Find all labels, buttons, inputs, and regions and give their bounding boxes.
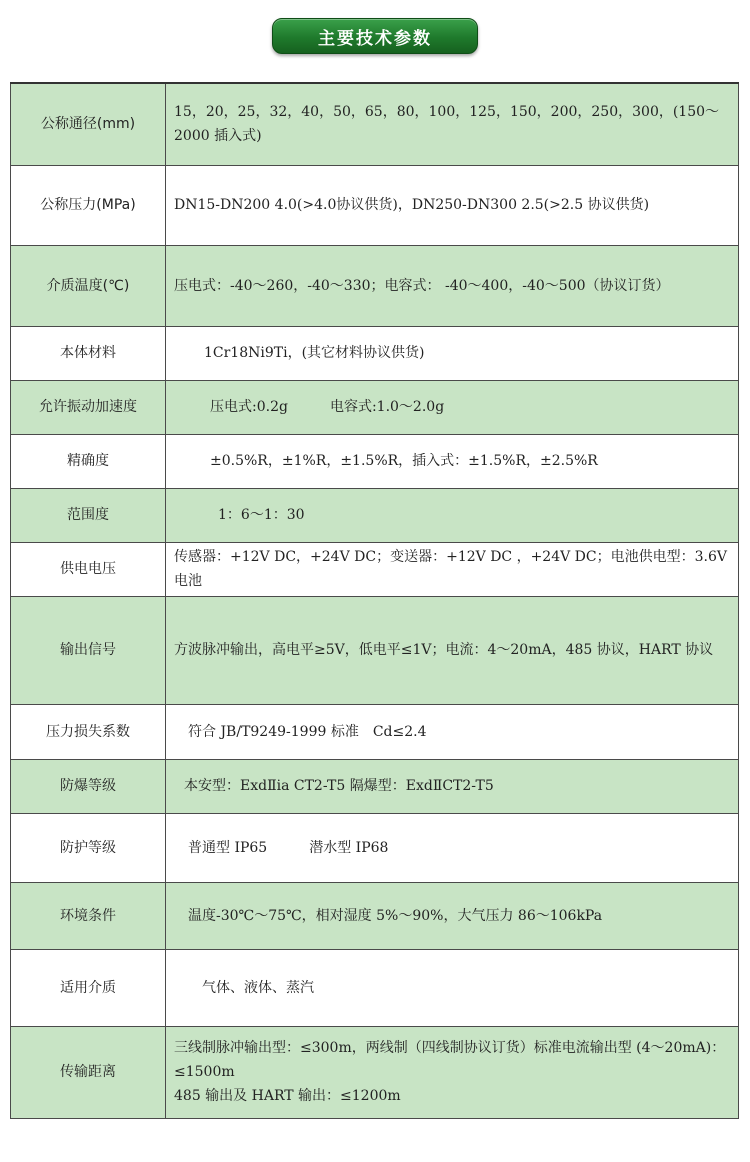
row-label: 适用介质 xyxy=(11,949,166,1026)
table-row xyxy=(11,380,739,434)
row-value: 温度-30℃～75℃，相对湿度 5%～90%，大气压力 86～106kPa xyxy=(166,882,739,949)
row-label: 压力损失系数 xyxy=(11,704,166,759)
row-label: 公称压力(MPa) xyxy=(11,165,166,245)
row-value: ±0.5%R，±1%R，±1.5%R，插入式：±1.5%R，±2.5%R xyxy=(166,434,739,488)
row-value: 方波脉冲输出，高电平≥5V，低电平≤1V；电流：4～20mA，485 协议，HART 协议 xyxy=(166,596,739,704)
row-value: 15，20，25，32，40，50，65，80，100，125，150，200，250，300，(150～2000 插入式) xyxy=(166,83,739,165)
section-title-badge xyxy=(272,18,478,54)
row-label: 环境条件 xyxy=(11,882,166,949)
row-label: 传输距离 xyxy=(11,1026,166,1118)
row-label: 允许振动加速度 xyxy=(11,380,166,434)
row-label: 供电电压 xyxy=(11,542,166,596)
table-row xyxy=(11,949,739,1026)
table-row xyxy=(11,434,739,488)
row-label: 介质温度(℃) xyxy=(11,245,166,326)
row-label: 范围度 xyxy=(11,488,166,542)
row-value: DN15-DN200 4.0(>4.0协议供货)，DN250-DN300 2.5(>2.5 协议供货) xyxy=(166,165,739,245)
row-label: 防爆等级 xyxy=(11,759,166,813)
row-label: 本体材料 xyxy=(11,326,166,380)
table-row xyxy=(11,882,739,949)
page-title: 主要技术参数 xyxy=(318,28,432,49)
row-value: 普通型 IP65 潜水型 IP68 xyxy=(166,813,739,882)
row-value-line: 三线制脉冲输出型：≤300m，两线制（四线制协议订货）标准电流输出型 (4～20mA)：≤1500m xyxy=(174,1040,726,1080)
row-value: 1Cr18Ni9Ti，(其它材料协议供货) xyxy=(166,326,739,380)
table-row xyxy=(11,813,739,882)
row-value: 压电式：-40～260，-40～330；电容式： -40～400，-40～500（协议订货） xyxy=(166,245,739,326)
table-row xyxy=(11,759,739,813)
spec-table xyxy=(10,82,739,1119)
table-row xyxy=(11,488,739,542)
row-value xyxy=(166,1026,739,1118)
table-row xyxy=(11,165,739,245)
row-value: 符合 JB/T9249-1999 标准 Cd≤2.4 xyxy=(166,704,739,759)
table-row xyxy=(11,542,739,596)
row-value: 气体、液体、蒸汽 xyxy=(166,949,739,1026)
table-row xyxy=(11,245,739,326)
row-value: 本安型：ExdⅡia CT2-T5 隔爆型：ExdⅡCT2-T5 xyxy=(166,759,739,813)
row-label: 公称通径(mm) xyxy=(11,83,166,165)
table-row xyxy=(11,83,739,165)
row-value: 压电式:0.2g 电容式:1.0～2.0g xyxy=(166,380,739,434)
table-row xyxy=(11,326,739,380)
row-value: 传感器：+12V DC，+24V DC；变送器：+12V DC ，+24V DC；电池供电型：3.6V 电池 xyxy=(166,542,739,596)
table-row xyxy=(11,596,739,704)
row-label: 精确度 xyxy=(11,434,166,488)
row-label: 输出信号 xyxy=(11,596,166,704)
row-label: 防护等级 xyxy=(11,813,166,882)
row-value: 1：6～1：30 xyxy=(166,488,739,542)
table-row xyxy=(11,1026,739,1118)
row-value-line: 485 输出及 HART 输出：≤1200m xyxy=(174,1088,401,1104)
table-row xyxy=(11,704,739,759)
title-badge-shape xyxy=(272,18,478,54)
